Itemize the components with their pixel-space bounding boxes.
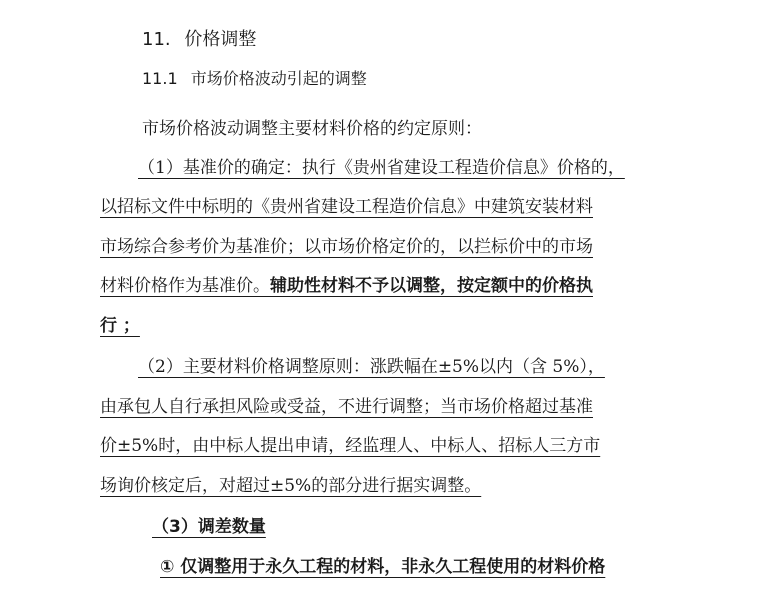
para1-line4-normal: 材料价格作为基准价。	[100, 276, 270, 296]
para1-line1: （1）基准价的确定：执行《贵州省建设工程造价信息》价格的，	[138, 158, 625, 178]
subsection-title: 市场价格波动引起的调整	[190, 69, 367, 88]
para1-line4	[100, 275, 593, 297]
para1-line2: 以招标文件中标明的《贵州省建设工程造价信息》中建筑安装材料	[100, 197, 593, 217]
para2-line2: 由承包人自行承担风险或受益，不进行调整；当市场价格超过基准	[100, 397, 593, 417]
para1-line3: 市场综合参考价为基准价；以市场价格定价的，以拦标价中的市场	[100, 237, 593, 257]
para2-line4: 场询价核定后，对超过±5%的部分进行据实调整。	[100, 476, 482, 496]
para2-line1: （2）主要材料价格调整原则：涨跌幅在±5%以内（含 5%），	[138, 357, 605, 377]
subsection-number: 11.1	[142, 69, 178, 88]
para3-heading: （3）调差数量	[152, 517, 266, 537]
section-number: 11.	[142, 29, 171, 50]
subsection-heading	[142, 68, 367, 90]
para3-item1: ① 仅调整用于永久工程的材料，非永久工程使用的材料价格	[160, 557, 606, 577]
section-heading	[142, 29, 256, 51]
para1-line5: 行 ；	[100, 316, 140, 336]
para2-line3: 价±5%时，由中标人提出申请，经监理人、中标人、招标人三方市	[100, 436, 601, 456]
para1-line4-bold: 辅助性材料不予以调整，按定额中的价格执	[270, 276, 593, 296]
intro-paragraph: 市场价格波动调整主要材料价格的约定原则：	[142, 119, 482, 139]
section-title: 价格调整	[184, 29, 257, 50]
